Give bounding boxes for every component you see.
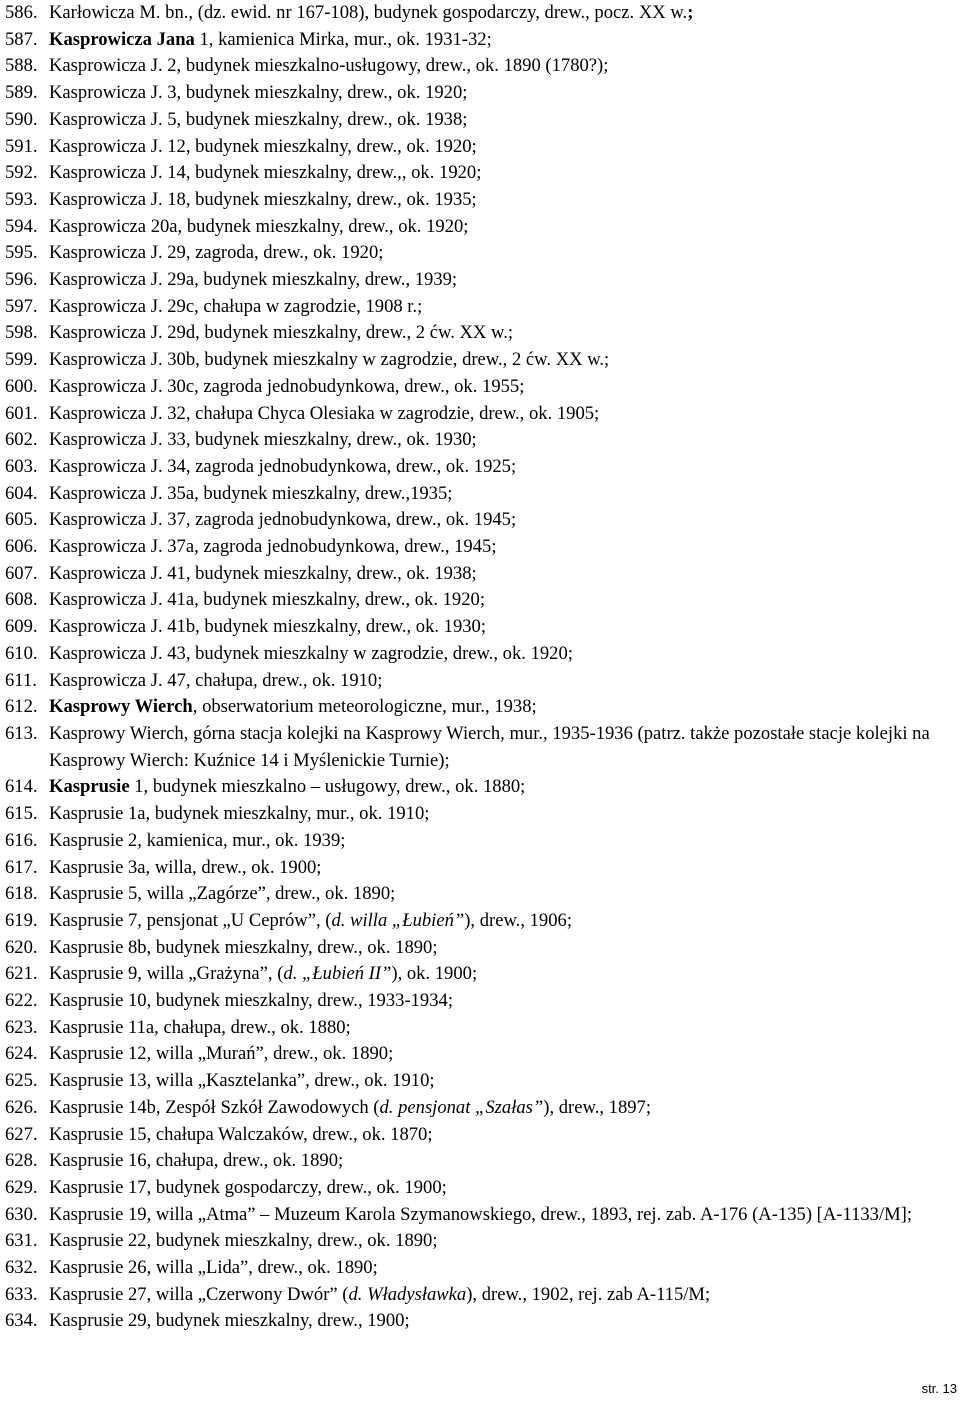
entry-text: [49, 561, 955, 588]
list-item: [5, 214, 955, 241]
entry-number: 587.: [5, 28, 38, 50]
list-item: [5, 454, 955, 481]
entry-text-segment: Kasprowicza J. 41a, budynek mieszkalny, drew., ok. 1920;: [49, 589, 485, 611]
entry-number: 607.: [5, 562, 38, 584]
list-item: [5, 1175, 955, 1202]
entry-text: [49, 27, 955, 54]
list-item: [5, 27, 955, 54]
list-item: [5, 1015, 955, 1042]
entry-text: [49, 1308, 955, 1335]
list-item: [5, 1308, 955, 1335]
entry-number: 592.: [5, 162, 38, 184]
entry-text-segment: Karłowicza M. bn., (dz. ewid. nr 167-108), budynek gospodarczy, drew., pocz. XX w.: [49, 2, 688, 23]
entry-text: [49, 694, 955, 721]
list-item: [5, 0, 955, 27]
entry-text: [49, 988, 955, 1015]
entry-number: 593.: [5, 188, 38, 210]
entry-text-segment: ), drew., 1906;: [464, 909, 572, 931]
entry-text: [49, 80, 955, 107]
entry-number: 633.: [5, 1283, 38, 1305]
list-item: [5, 1255, 955, 1282]
entry-text-segment: Kasprusie 16, chałupa, drew., ok. 1890;: [49, 1150, 344, 1172]
list-item: [5, 774, 955, 801]
entry-text: [49, 1255, 955, 1282]
list-item: [5, 614, 955, 641]
entry-number: 624.: [5, 1043, 38, 1065]
entry-text: [49, 587, 955, 614]
list-item: [5, 1202, 955, 1229]
list-item: [5, 1122, 955, 1149]
entry-text: [49, 214, 955, 241]
entry-text-segment: Kasprowicza J. 41b, budynek mieszkalny, drew., ok. 1930;: [49, 616, 487, 638]
entry-number: 609.: [5, 616, 38, 638]
entry-text-segment: Kasprusie 9, willa „Grażyna”, (: [49, 963, 284, 985]
entry-text-segment: Kasprusie 14b, Zespół Szkół Zawodowych (: [49, 1096, 380, 1118]
list-item: [5, 80, 955, 107]
monument-list: [5, 0, 955, 1335]
entry-text-segment: Kasprusie 19, willa „Atma” – Muzeum Karola Szymanowskiego, drew., 1893, rej. zab. A-176 (A-135) [A-1133/M];: [49, 1203, 913, 1225]
entry-number: 627.: [5, 1123, 38, 1145]
entry-text-segment: Kasprowicza J. 14, budynek mieszkalny, drew.,, ok. 1920;: [49, 162, 482, 184]
entry-number: 634.: [5, 1310, 38, 1332]
entry-number: 630.: [5, 1203, 38, 1225]
entry-text: [49, 1122, 955, 1149]
entry-text: [49, 240, 955, 267]
entry-text-segment: Kasprowy Wierch, górna stacja kolejki na Kasprowy Wierch, mur., 1935-1936 (patrz. także pozostałe stacje kolejki na Kasprowy Wierch: Kuźnice 14 i Myślenickie Turnie);: [49, 722, 930, 771]
entry-number: 590.: [5, 108, 38, 130]
entry-text: [49, 961, 955, 988]
entry-text: [49, 1068, 955, 1095]
entry-text-segment: 1, budynek mieszkalno – usługowy, drew., ok. 1880;: [129, 776, 526, 798]
list-item: [5, 1041, 955, 1068]
entry-text-segment: 1, kamienica Mirka, mur., ok. 1931-32;: [194, 28, 492, 50]
entry-text-segment: Kasprusie 29, budynek mieszkalny, drew., 1900;: [49, 1310, 410, 1332]
entry-text-segment: Kasprusie 27, willa „Czerwony Dwór” (: [49, 1283, 349, 1305]
entry-text: [49, 1041, 955, 1068]
entry-text: [49, 1175, 955, 1202]
entry-number: 632.: [5, 1257, 38, 1279]
entry-number: 613.: [5, 722, 38, 744]
entry-number: 602.: [5, 429, 38, 451]
list-item: [5, 160, 955, 187]
entry-text: [49, 641, 955, 668]
entry-number: 628.: [5, 1150, 38, 1172]
entry-text-segment: Kasprowicza J. 2, budynek mieszkalno-usługowy, drew., ok. 1890 (1780?);: [49, 55, 609, 77]
entry-text: [49, 134, 955, 161]
list-item: [5, 561, 955, 588]
entry-text-bold: ;: [687, 2, 694, 23]
entry-number: 606.: [5, 536, 38, 558]
entry-text-segment: Kasprusie 11a, chałupa, drew., ok. 1880;: [49, 1016, 351, 1038]
entry-text: [49, 774, 955, 801]
entry-text: [49, 1282, 955, 1309]
entry-number: 588.: [5, 55, 38, 77]
list-item: [5, 587, 955, 614]
entry-number: 599.: [5, 349, 38, 371]
entry-text-segment: Kasprowicza J. 33, budynek mieszkalny, drew., ok. 1930;: [49, 429, 477, 451]
entry-text: [49, 347, 955, 374]
list-item: [5, 694, 955, 721]
entry-text-segment: Kasprowicza J. 47, chałupa, drew., ok. 1910;: [49, 669, 383, 691]
entry-text: [49, 0, 955, 27]
entry-number: 595.: [5, 242, 38, 264]
entry-text: [49, 481, 955, 508]
entry-number: 611.: [5, 669, 37, 691]
entry-number: 614.: [5, 776, 38, 798]
entry-text-segment: Kasprowicza J. 35a, budynek mieszkalny, drew.,1935;: [49, 482, 453, 504]
list-item: [5, 935, 955, 962]
entry-text-segment: Kasprusie 7, pensjonat „U Ceprów”, (: [49, 909, 332, 931]
list-item: [5, 1095, 955, 1122]
list-item: [5, 507, 955, 534]
entry-text: [49, 1228, 955, 1255]
entry-text-segment: Kasprusie 13, willa „Kasztelanka”, drew., ok. 1910;: [49, 1070, 435, 1092]
entry-text: [49, 53, 955, 80]
entry-text-segment: Kasprusie 26, willa „Lida”, drew., ok. 1890;: [49, 1257, 378, 1279]
entry-number: 604.: [5, 482, 38, 504]
entry-text: [49, 294, 955, 321]
list-item: [5, 53, 955, 80]
entry-text: [49, 320, 955, 347]
entry-text-segment: Kasprowicza J. 29d, budynek mieszkalny, drew., 2 ćw. XX w.;: [49, 322, 514, 344]
entry-text-segment: Kasprowicza J. 29c, chałupa w zagrodzie, 1908 r.;: [49, 295, 423, 317]
entry-number: 617.: [5, 856, 38, 878]
entry-text-segment: Kasprowicza J. 43, budynek mieszkalny w zagrodzie, drew., ok. 1920;: [49, 642, 573, 664]
entry-number: 608.: [5, 589, 38, 611]
list-item: [5, 855, 955, 882]
entry-text-segment: Kasprowicza J. 12, budynek mieszkalny, drew., ok. 1920;: [49, 135, 477, 157]
list-item: [5, 320, 955, 347]
entry-text-segment: Kasprusie 15, chałupa Walczaków, drew., ok. 1870;: [49, 1123, 433, 1145]
list-item: [5, 134, 955, 161]
entry-text: [49, 374, 955, 401]
entry-number: 605.: [5, 509, 38, 531]
entry-number: 631.: [5, 1230, 38, 1252]
entry-number: 598.: [5, 322, 38, 344]
entry-number: 625.: [5, 1070, 38, 1092]
entry-text-italic: d. pensjonat „Szałas”: [379, 1096, 544, 1118]
entry-text-segment: Kasprowicza J. 32, chałupa Chyca Olesiaka w zagrodzie, drew., ok. 1905;: [49, 402, 600, 424]
entry-number: 601.: [5, 402, 38, 424]
entry-number: 622.: [5, 990, 38, 1012]
list-item: [5, 294, 955, 321]
entry-number: 623.: [5, 1016, 38, 1038]
entry-text-segment: ), drew., 1902, rej. zab A-115/M;: [466, 1283, 711, 1305]
entry-text-segment: Kasprusie 1a, budynek mieszkalny, mur., ok. 1910;: [49, 803, 430, 825]
list-item: [5, 1228, 955, 1255]
entry-text-segment: Kasprusie 8b, budynek mieszkalny, drew., ok. 1890;: [49, 936, 438, 958]
entry-number: 620.: [5, 936, 38, 958]
entry-number: 594.: [5, 215, 38, 237]
entry-text: [49, 267, 955, 294]
entry-text-segment: Kasprusie 3a, willa, drew., ok. 1900;: [49, 856, 322, 878]
list-item: [5, 908, 955, 935]
entry-text-segment: Kasprowicza 20a, budynek mieszkalny, drew., ok. 1920;: [49, 215, 469, 237]
entry-text-segment: Kasprusie 22, budynek mieszkalny, drew., ok. 1890;: [49, 1230, 438, 1252]
list-item: [5, 1148, 955, 1175]
list-item: [5, 481, 955, 508]
list-item: [5, 668, 955, 695]
list-item: [5, 988, 955, 1015]
list-item: [5, 961, 955, 988]
entry-number: 586.: [5, 2, 38, 23]
list-item: [5, 240, 955, 267]
entry-text-segment: Kasprowicza J. 29, zagroda, drew., ok. 1920;: [49, 242, 384, 264]
entry-text: [49, 1095, 955, 1122]
list-item: [5, 401, 955, 428]
list-item: [5, 881, 955, 908]
entry-number: 616.: [5, 829, 38, 851]
list-item: [5, 801, 955, 828]
list-item: [5, 267, 955, 294]
entry-text: [49, 855, 955, 882]
entry-text: [49, 801, 955, 828]
entry-text-segment: , obserwatorium meteorologiczne, mur., 1938;: [192, 696, 537, 718]
entry-text: [49, 401, 955, 428]
entry-number: 612.: [5, 696, 38, 718]
entry-text: [49, 454, 955, 481]
entry-text-segment: Kasprowicza J. 34, zagroda jednobudynkowa, drew., ok. 1925;: [49, 455, 517, 477]
entry-number: 591.: [5, 135, 38, 157]
list-item: [5, 1068, 955, 1095]
entry-text: [49, 187, 955, 214]
entry-text: [49, 721, 955, 774]
entry-text-segment: Kasprusie 12, willa „Murań”, drew., ok. 1890;: [49, 1043, 394, 1065]
entry-text-italic: d. „Łubień II”: [283, 963, 392, 985]
entry-text-segment: ), ok. 1900;: [391, 963, 478, 985]
entry-text: [49, 668, 955, 695]
entry-text: [49, 507, 955, 534]
entry-text-segment: Kasprowicza J. 29a, budynek mieszkalny, drew., 1939;: [49, 269, 458, 291]
entry-text-segment: Kasprowicza J. 41, budynek mieszkalny, drew., ok. 1938;: [49, 562, 477, 584]
entry-number: 629.: [5, 1176, 38, 1198]
page-number: str. 13: [921, 1381, 957, 1396]
entry-number: 621.: [5, 963, 38, 985]
entry-number: 615.: [5, 803, 38, 825]
entry-number: 589.: [5, 82, 38, 104]
entry-number: 626.: [5, 1096, 38, 1118]
entry-number: 619.: [5, 909, 38, 931]
entry-text: [49, 534, 955, 561]
entry-text-segment: Kasprusie 5, willa „Zagórze”, drew., ok. 1890;: [49, 883, 396, 905]
entry-number: 610.: [5, 642, 38, 664]
entry-text: [49, 1148, 955, 1175]
list-item: [5, 107, 955, 134]
entry-text: [49, 107, 955, 134]
entry-number: 600.: [5, 375, 38, 397]
entry-text-segment: Kasprowicza J. 30b, budynek mieszkalny w zagrodzie, drew., 2 ćw. XX w.;: [49, 349, 610, 371]
entry-text: [49, 935, 955, 962]
list-item: [5, 721, 955, 774]
entry-number: 596.: [5, 269, 38, 291]
entry-text-segment: Kasprowicza J. 37a, zagroda jednobudynkowa, drew., 1945;: [49, 536, 497, 558]
entry-text-bold: Kasprowicza Jana: [49, 28, 195, 50]
list-item: [5, 534, 955, 561]
list-item: [5, 828, 955, 855]
entry-text-italic: d. willa „Łubień”: [331, 909, 465, 931]
entry-text-segment: Kasprowicza J. 5, budynek mieszkalny, drew., ok. 1938;: [49, 108, 468, 130]
entry-text: [49, 1202, 955, 1229]
entry-text-segment: Kasprusie 17, budynek gospodarczy, drew., ok. 1900;: [49, 1176, 447, 1198]
entry-number: 603.: [5, 455, 38, 477]
entry-text-segment: Kasprowicza J. 37, zagroda jednobudynkowa, drew., ok. 1945;: [49, 509, 517, 531]
entry-text-italic: d. Władysławka: [348, 1283, 467, 1305]
list-item: [5, 374, 955, 401]
entry-text: [49, 908, 955, 935]
entry-text: [49, 881, 955, 908]
entry-text-segment: Kasprowicza J. 30c, zagroda jednobudynkowa, drew., ok. 1955;: [49, 375, 525, 397]
entry-number: 597.: [5, 295, 38, 317]
list-item: [5, 347, 955, 374]
entry-number: 618.: [5, 883, 38, 905]
list-item: [5, 187, 955, 214]
entry-text: [49, 828, 955, 855]
entry-text-segment: Kasprusie 2, kamienica, mur., ok. 1939;: [49, 829, 346, 851]
entry-text: [49, 614, 955, 641]
entry-text: [49, 160, 955, 187]
entry-text: [49, 1015, 955, 1042]
list-item: [5, 427, 955, 454]
entry-text-bold: Kasprusie: [49, 776, 130, 798]
entry-text-segment: Kasprowicza J. 18, budynek mieszkalny, drew., ok. 1935;: [49, 188, 477, 210]
entry-text: [49, 427, 955, 454]
list-item: [5, 641, 955, 668]
entry-text-segment: ), drew., 1897;: [543, 1096, 652, 1118]
list-item: [5, 1282, 955, 1309]
entry-text-bold: Kasprowy Wierch: [49, 696, 193, 718]
entry-text-segment: Kasprowicza J. 3, budynek mieszkalny, drew., ok. 1920;: [49, 82, 468, 104]
entry-text-segment: Kasprusie 10, budynek mieszkalny, drew., 1933-1934;: [49, 990, 453, 1012]
